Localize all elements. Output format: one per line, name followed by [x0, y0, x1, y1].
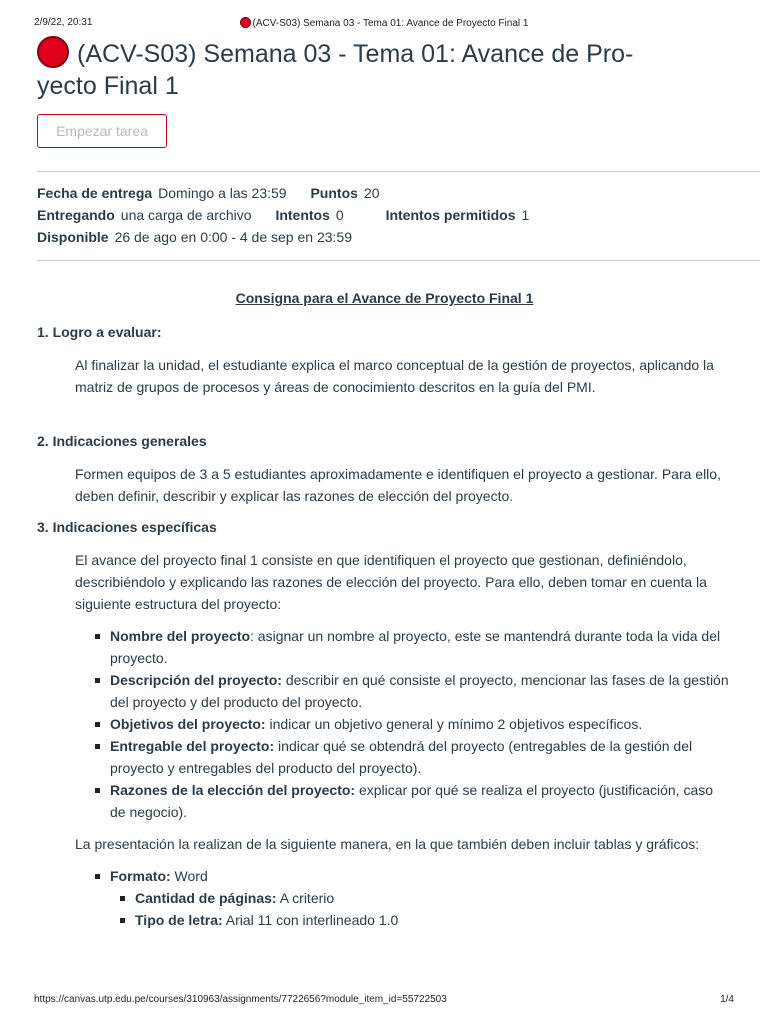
page-title-line1: (ACV-S03) Semana 03 - Tema 01: Avance de Pro-: [77, 40, 634, 68]
details-row-1: [37, 184, 380, 202]
page-title: [37, 36, 727, 102]
red-dot-icon: [37, 36, 69, 68]
start-assignment-button[interactable]: Empezar tarea: [37, 114, 167, 148]
item-text: explicar por qué se realiza el proyecto (justificación, caso de negocio).: [110, 782, 714, 820]
list-item: [37, 713, 732, 735]
list-item: [110, 887, 732, 909]
section-1-title: 1. Logro a evaluar:: [37, 324, 162, 340]
section-1-text: Al finalizar la unidad, el estudiante explica el marco conceptual de la gestión de proyectos, aplicando la matriz de grupos de procesos y áreas de conocimiento descritos en la guía del PMI.: [75, 357, 714, 395]
list-item: [37, 865, 732, 931]
list-item: [37, 735, 732, 779]
list-item: [37, 625, 732, 669]
print-title-text: (ACV-S03) Semana 03 - Tema 01: Avance de Proyecto Final 1: [252, 18, 529, 29]
section-2-title: 2. Indicaciones generales: [37, 433, 207, 449]
list-item: [110, 909, 732, 931]
divider: [37, 171, 760, 172]
item-label: Entregable del proyecto:: [110, 738, 275, 754]
structure-list: [37, 625, 732, 823]
points-value: 20: [363, 185, 380, 201]
list-item: [37, 669, 732, 713]
attempts-label: Intentos: [275, 207, 330, 223]
presentation-text: La presentación la realizan de la siguiente manera, en la que también deben incluir tablas y gráficos:: [75, 836, 700, 852]
available-label: Disponible: [37, 229, 109, 245]
item-text: describir en qué consiste el proyecto, mencionar las fases de la gestión del proyecto y del producto del proyecto.: [110, 672, 729, 710]
format-list: [37, 865, 732, 931]
page-number: 1/4: [720, 994, 734, 1005]
item-label: Descripción del proyecto:: [110, 672, 282, 688]
page-title-line2: yecto Final 1: [37, 72, 179, 100]
section-3-title: 3. Indicaciones específicas: [37, 519, 217, 535]
list-item: [37, 779, 732, 823]
format-value: Word: [170, 868, 208, 884]
attempts-value: 0: [335, 207, 344, 223]
item-text: : asignar un nombre al proyecto, este se mantendrá durante toda la vida del proyecto.: [110, 628, 721, 666]
points-label: Puntos: [310, 185, 358, 201]
allowed-attempts-value: 1: [521, 207, 530, 223]
item-text: indicar qué se obtendrá del proyecto (entregables de la gestión del proyecto y entregables del producto del proyecto).: [110, 738, 693, 776]
available-value: 26 de ago en 0:00 - 4 de sep en 23:59: [114, 229, 352, 245]
assignment-description: [37, 288, 732, 931]
format-sublist: [110, 887, 732, 931]
page-url: https://canvas.utp.edu.pe/courses/310963/assignments/7722656?module_item_id=55722503: [34, 994, 447, 1005]
item-label: Tipo de letra:: [135, 912, 223, 928]
submitting-label: Entregando: [37, 207, 115, 223]
item-label: Cantidad de páginas:: [135, 890, 277, 906]
details-row-3: [37, 228, 352, 246]
section-3-text: El avance del proyecto final 1 consiste en que identifiquen el proyecto que gestionan, definiéndolo, describiéndolo y explicando las razones de elección del proyecto. Para ello, deben tomar en cuenta la siguiente estructura del proyecto:: [75, 552, 707, 612]
red-dot-icon: [240, 17, 251, 28]
divider: [37, 260, 760, 261]
details-row-2: [37, 206, 529, 224]
print-header: [34, 17, 734, 31]
item-label: Objetivos del proyecto:: [110, 716, 266, 732]
item-text: indicar un objetivo general y mínimo 2 objetivos específicos.: [265, 716, 643, 732]
due-label: Fecha de entrega: [37, 185, 153, 201]
print-footer: [34, 994, 734, 1005]
due-value: Domingo a las 23:59: [158, 185, 287, 201]
allowed-attempts-label: Intentos permitidos: [385, 207, 516, 223]
submitting-value: una carga de archivo: [120, 207, 252, 223]
item-text: Arial 11 con interlineado 1.0: [222, 912, 399, 928]
item-label: Nombre del proyecto: [110, 628, 251, 644]
item-text: A criterio: [276, 890, 335, 906]
content-heading: Consigna para el Avance de Proyecto Final 1: [235, 290, 534, 306]
section-2-text: Formen equipos de 3 a 5 estudiantes aproximadamente e identifiquen el proyecto a gestionar. Para ello, deben definir, describir y explicar las razones de elección del proyecto.: [75, 466, 721, 504]
print-date: 2/9/22, 20:31: [34, 17, 93, 28]
format-label: Formato:: [110, 868, 171, 884]
print-title: [34, 17, 734, 29]
item-label: Razones de la elección del proyecto:: [110, 782, 356, 798]
